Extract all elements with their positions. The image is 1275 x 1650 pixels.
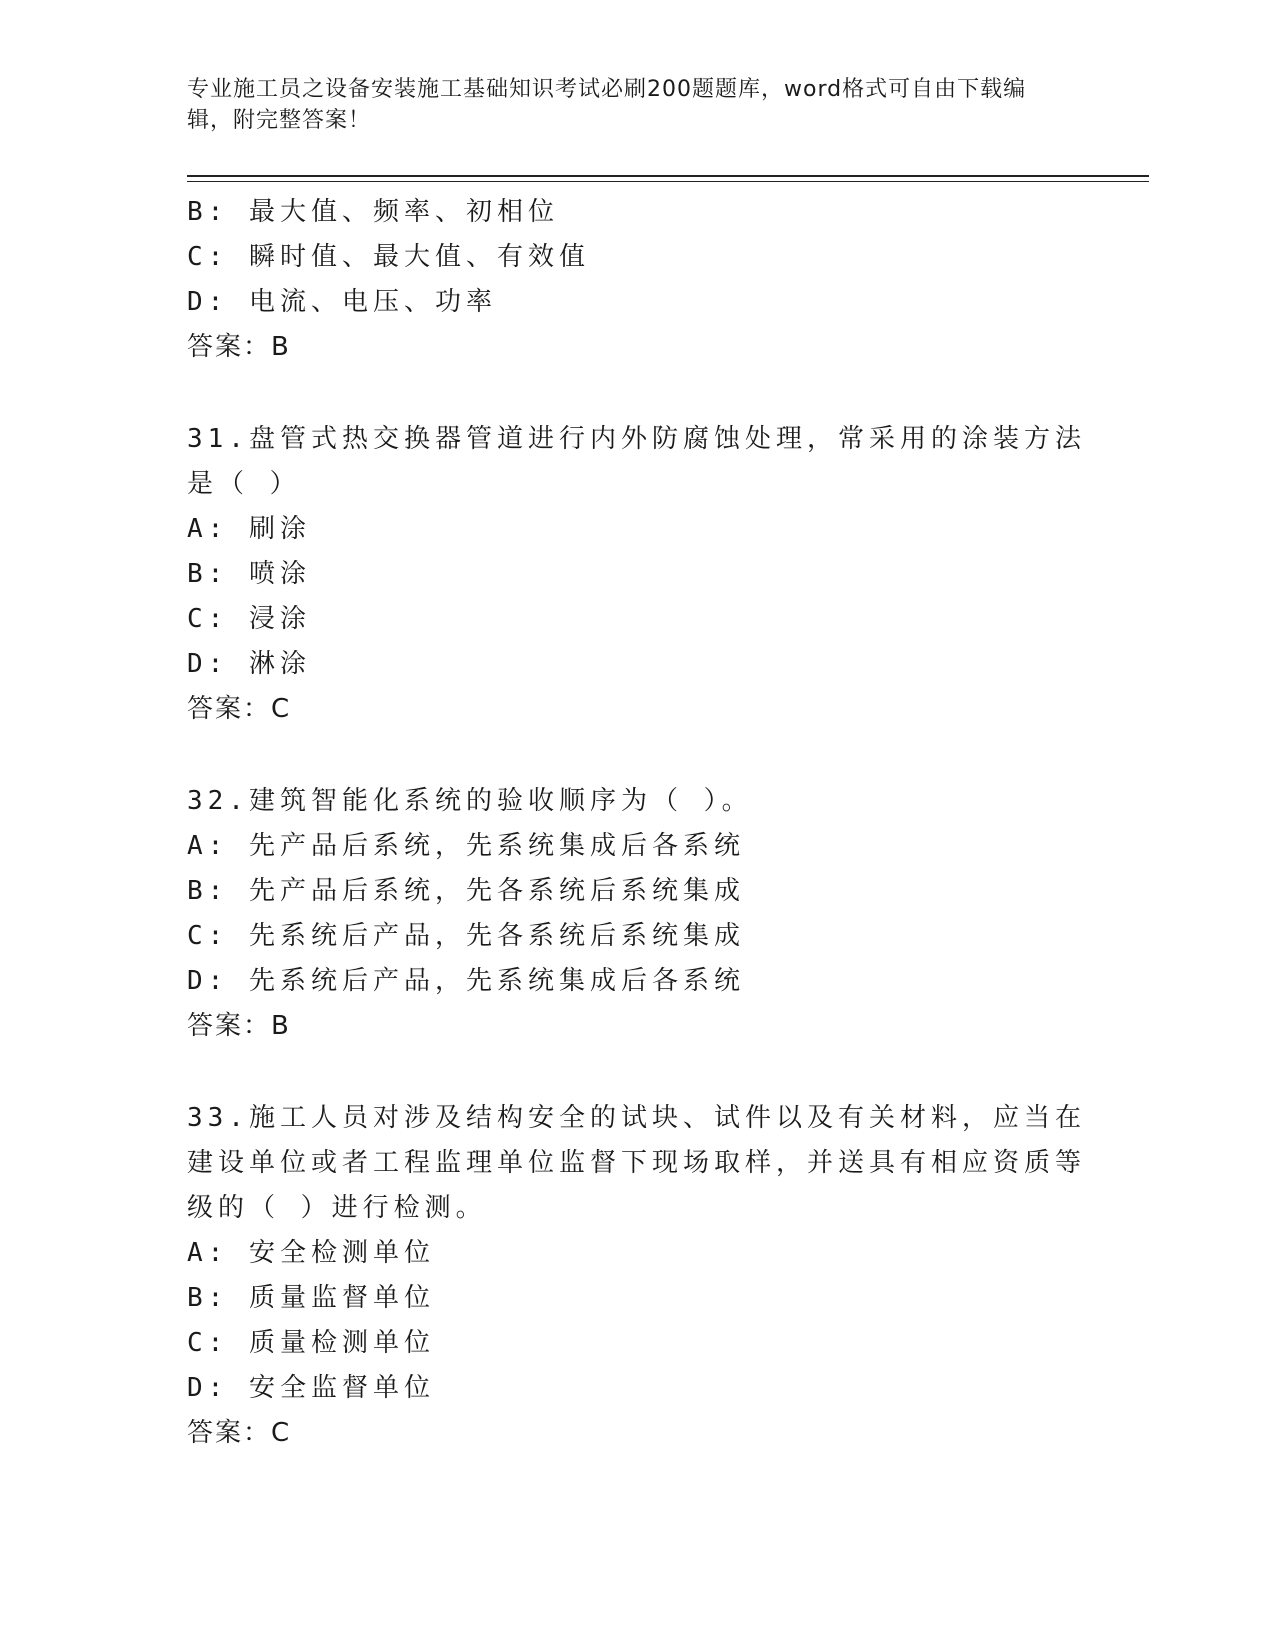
option-d: D: 电流、电压、功率 <box>187 287 497 317</box>
question-block <box>187 1096 1087 1456</box>
document-header: 专业施工员之设备安装施工基础知识考试必刷200题题库，word格式可自由下载编辑，附完整答案！ <box>187 77 1027 133</box>
question-block <box>187 417 1087 732</box>
option-a: A: 刷涂 <box>187 514 311 544</box>
question-block <box>187 190 1087 370</box>
answer-line: 答案：C <box>187 694 292 724</box>
option-b: B: 喷涂 <box>187 559 311 589</box>
question-block <box>187 779 1087 1049</box>
option-c: C: 浸涂 <box>187 604 311 634</box>
answer-line: 答案：B <box>187 332 291 362</box>
option-b: B: 先产品后系统，先各系统后系统集成 <box>187 876 745 906</box>
header-rule-thin <box>187 181 1149 182</box>
option-d: D: 先系统后产品，先系统集成后各系统 <box>187 966 745 996</box>
option-b: B: 质量监督单位 <box>187 1283 435 1313</box>
question-text: 33.施工人员对涉及结构安全的试块、试件以及有关材料，应当在建设单位或者工程监理单位监督下现场取样，并送具有相应资质等级的（ ）进行检测。 <box>187 1103 1087 1223</box>
option-d: D: 淋涂 <box>187 649 311 679</box>
option-a: A: 安全检测单位 <box>187 1238 435 1268</box>
question-text: 32.建筑智能化系统的验收顺序为（ ）。 <box>187 786 753 816</box>
option-c: C: 质量检测单位 <box>187 1328 435 1358</box>
question-list <box>187 190 1087 1456</box>
option-d: D: 安全监督单位 <box>187 1373 435 1403</box>
header-rule-thick <box>187 175 1149 177</box>
answer-line: 答案：B <box>187 1011 291 1041</box>
option-a: A: 先产品后系统，先系统集成后各系统 <box>187 831 745 861</box>
option-c: C: 先系统后产品，先各系统后系统集成 <box>187 921 745 951</box>
question-text: 31.盘管式热交换器管道进行内外防腐蚀处理，常采用的涂装方法是（ ） <box>187 424 1086 499</box>
answer-line: 答案：C <box>187 1418 292 1448</box>
option-c: C: 瞬时值、最大值、有效值 <box>187 242 590 272</box>
option-b: B: 最大值、频率、初相位 <box>187 197 559 227</box>
